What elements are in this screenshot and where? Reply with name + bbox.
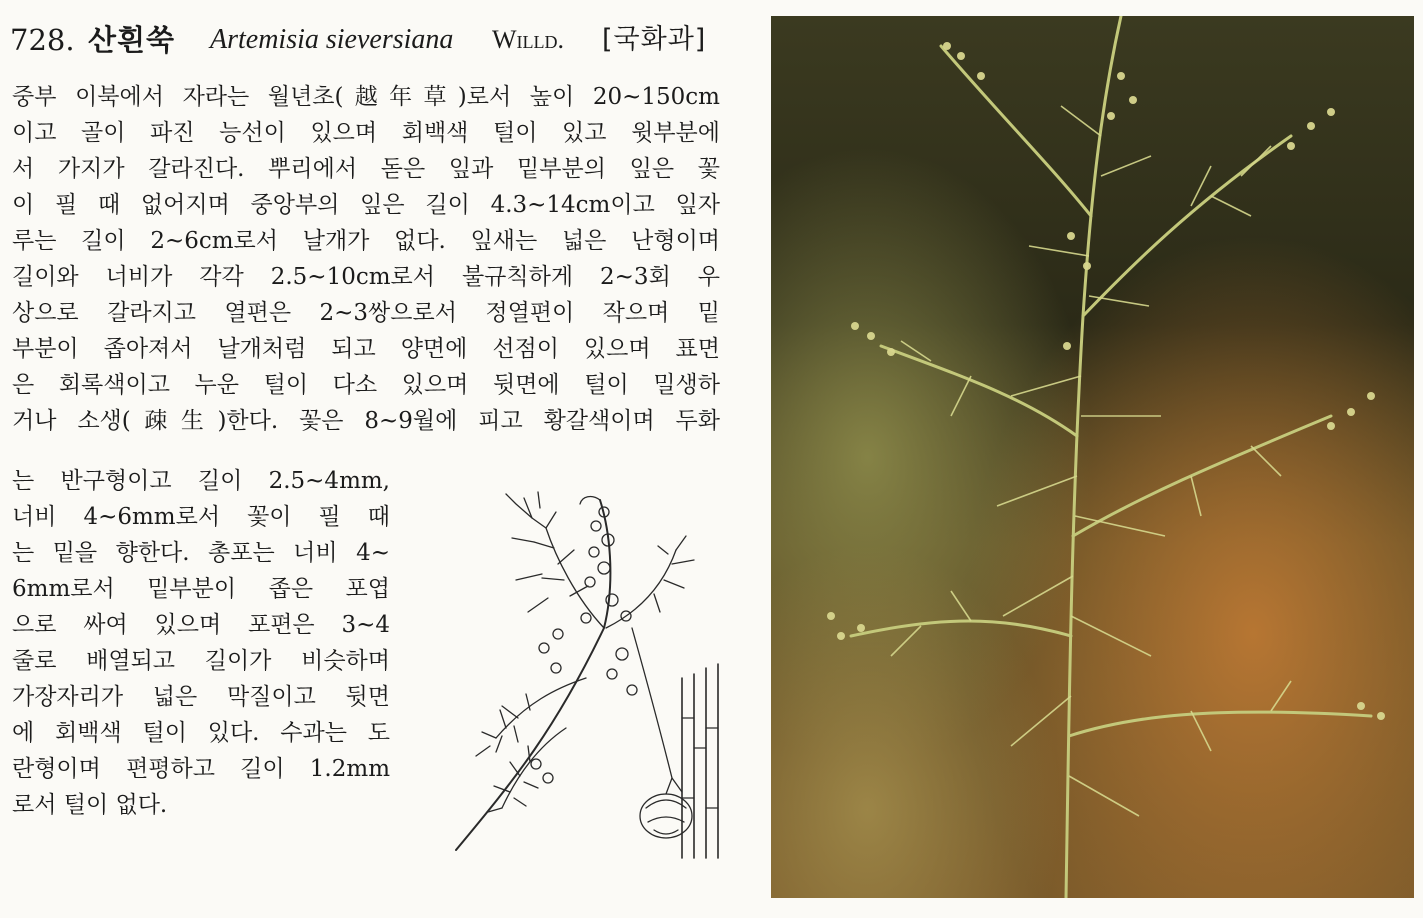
plant-photo [771, 16, 1414, 898]
korean-name: 산흰쑥 [88, 23, 176, 57]
description-line: 으로 싸여 있으며 포편은 3~4 [12, 612, 390, 638]
description-line: 거나 소생(疎生)한다. 꽃은 8~9월에 피고 황갈색이며 두화 [12, 408, 720, 434]
description-line: 이 필 때 없어지며 중앙부의 잎은 길이 4.3~14cm이고 잎자 [12, 192, 720, 218]
botanical-line-drawing [436, 478, 728, 860]
description-line: 는 밑을 향한다. 총포는 너비 4~ [12, 540, 390, 566]
description-line: 중부 이북에서 자라는 월년초(越年草)로서 높이 20~150cm [12, 84, 720, 110]
author-name: Willd. [492, 25, 565, 54]
description-line: 로서 털이 없다. [12, 792, 168, 818]
description-line: 는 반구형이고 길이 2.5~4mm, [12, 468, 390, 494]
description-line: 부분이 좁아져서 날개처럼 되고 양면에 선점이 있으며 표면 [12, 336, 720, 362]
description-line: 이고 골이 파진 능선이 있으며 회백색 털이 있고 윗부분에 [12, 120, 720, 146]
description-line: 서 가지가 갈라진다. 뿌리에서 돋은 잎과 밑부분의 잎은 꽃 [12, 156, 720, 182]
description-line: 루는 길이 2~6cm로서 날개가 없다. 잎새는 넓은 난형이며 [12, 228, 720, 254]
entry-header [10, 20, 750, 60]
entry-number: 728. [10, 23, 75, 57]
family-name: [국화과] [602, 24, 707, 55]
description-narrow [12, 463, 390, 823]
description-line: 란형이며 편평하고 길이 1.2mm [12, 756, 390, 782]
description-line: 줄로 배열되고 길이가 비슷하며 [12, 648, 390, 674]
description-line: 6mm로서 밑부분이 좁은 포엽 [12, 576, 390, 602]
description-line: 너비 4~6mm로서 꽃이 필 때 [12, 504, 390, 530]
description-line: 가장자리가 넓은 막질이고 뒷면 [12, 684, 390, 710]
scientific-name: Artemisia sieversiana [210, 24, 454, 55]
description-line: 은 회록색이고 누운 털이 다소 있으며 뒷면에 털이 밀생하 [12, 372, 720, 398]
description-line: 에 회백색 털이 있다. 수과는 도 [12, 720, 390, 746]
description-line: 길이와 너비가 각각 2.5~10cm로서 불규칙하게 2~3회 우 [12, 264, 720, 290]
description-full-width [12, 79, 720, 439]
description-line: 상으로 갈라지고 열편은 2~3쌍으로서 정열편이 작으며 밑 [12, 300, 720, 326]
